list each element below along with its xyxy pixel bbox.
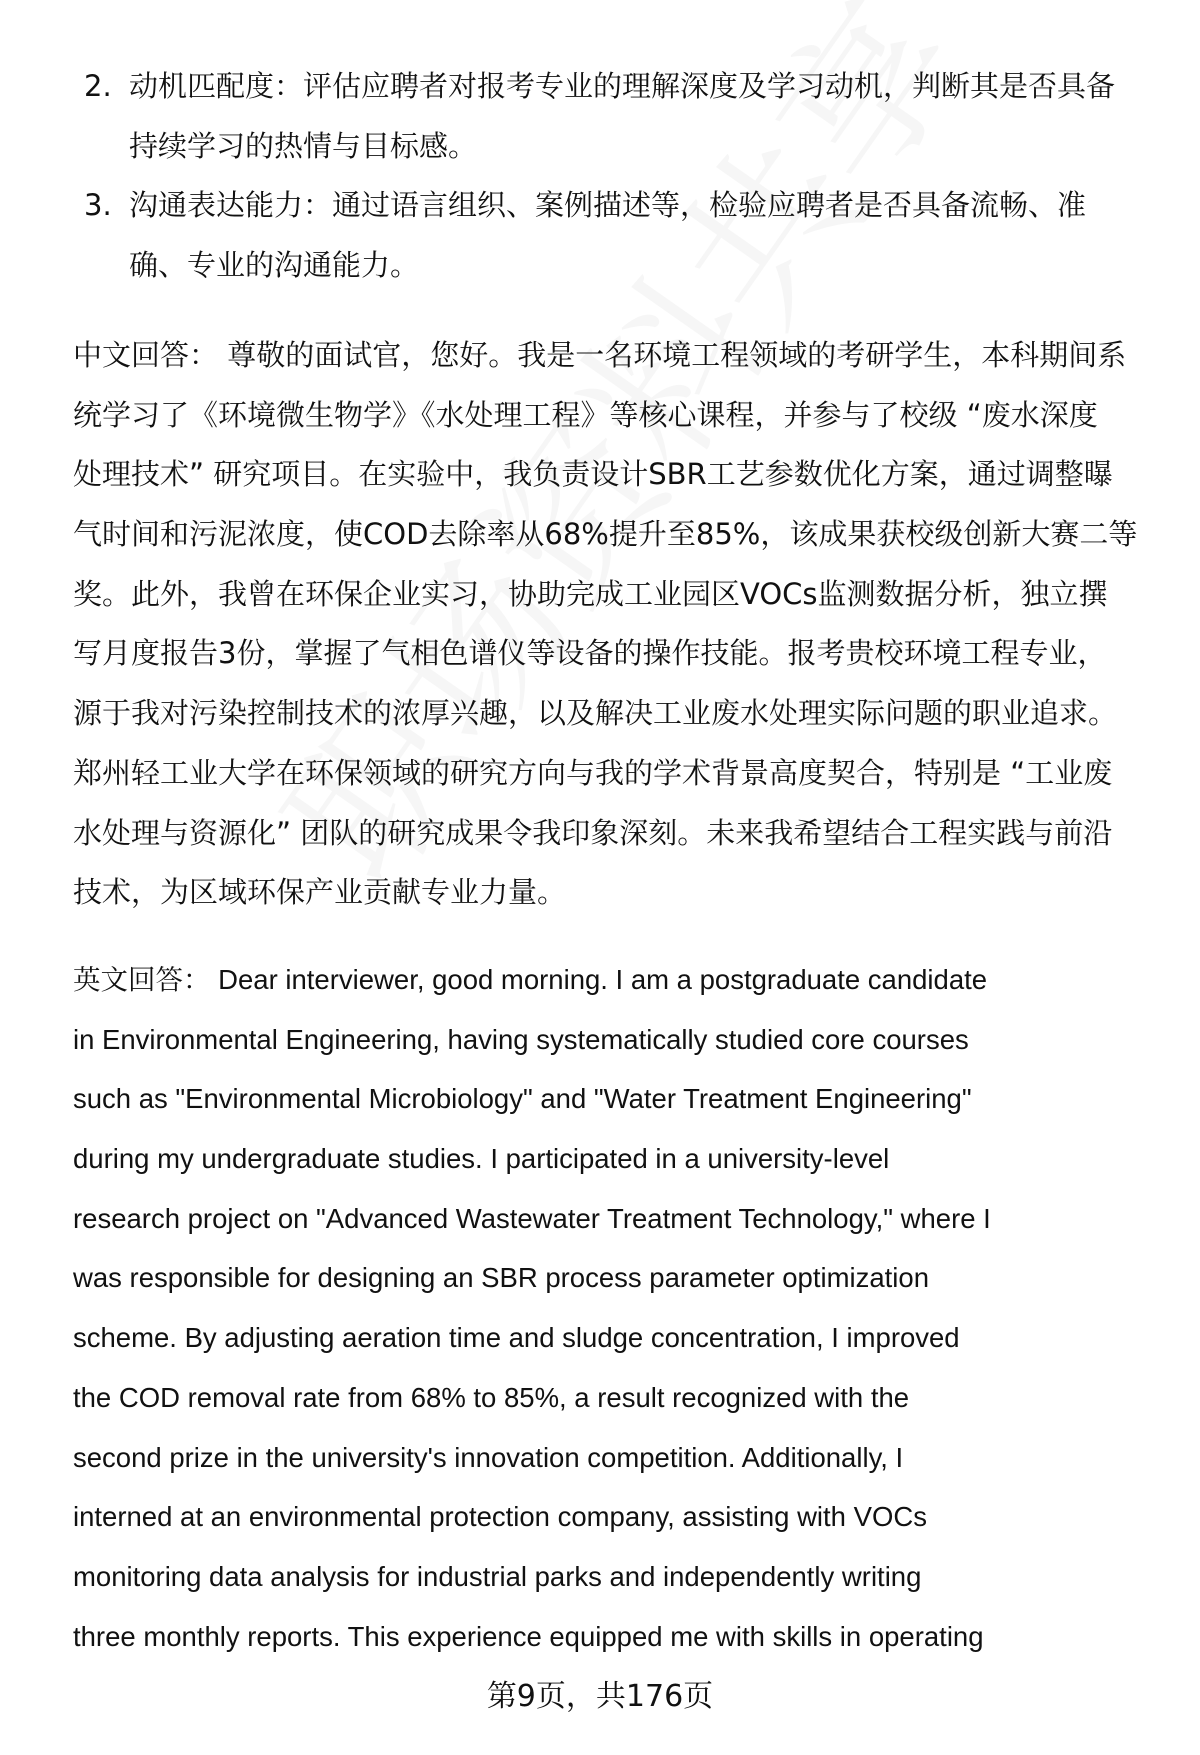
paragraph-line: 写月度报告3份，掌握了气相色谱仪等设备的操作技能。报考贵校环境工程专业， [73,636,1107,671]
paragraph-line: 奖。此外，我曾在环保企业实习，协助完成工业园区VOCs监测数据分析，独立撰 [73,576,1108,611]
paragraph-line: 统学习了《环境微生物学》《水处理工程》等核心课程，并参与了校级 “废水深度 [73,397,1098,432]
paragraph-line: 处理技术” 研究项目。在实验中，我负责设计SBR工艺参数优化方案，通过调整曝 [73,457,1113,492]
list-text-line: 持续学习的热情与目标感。 [129,128,478,163]
paragraph-line: the COD removal rate from 68% to 85%, a result recognized with the [73,1381,910,1413]
paragraph-line: 郑州轻工业大学在环保领域的研究方向与我的学术背景高度契合，特别是 “工业废 [73,755,1113,790]
paragraph-line: three monthly reports. This experience equipped me with skills in operating [73,1620,984,1652]
paragraph-line: 中文回答： 尊敬的面试官，您好。我是一名环境工程领域的考研学生，本科期间系 [73,338,1127,372]
paragraph-line: 水处理与资源化” 团队的研究成果令我印象深刻。未来我希望结合工程实践与前沿 [73,815,1113,850]
paragraph-line: 源于我对污染控制技术的浓厚兴趣，以及解决工业废水处理实际问题的职业追求。 [73,696,1118,731]
paragraph-line: in Environmental Engineering, having systematically studied core courses [73,1023,969,1055]
list-number: 3. [84,188,112,222]
list-text-line: 确、专业的沟通能力。 [129,247,420,282]
paragraph-line: scheme. By adjusting aeration time and sludge concentration, I improved [73,1322,960,1354]
paragraph-line: second prize in the university's innovation competition. Additionally, I [73,1441,904,1473]
paragraph-line: interned at an environmental protection company, assisting with VOCs [73,1501,927,1533]
paragraph-line: was responsible for designing an SBR process parameter optimization [73,1262,929,1294]
list-number: 2. [84,69,112,103]
paragraph-line: during my undergraduate studies. I participated in a university-level [73,1143,890,1175]
paragraph-line: such as "Environmental Microbiology" and "Water Treatment Engineering" [73,1083,972,1115]
chinese-answer-paragraph [73,326,1137,923]
paragraph-line: 气时间和污泥浓度，使COD去除率从68%提升至85%，该成果获校级创新大赛二等 [73,517,1138,552]
list-text-line: 沟通表达能力：通过语言组织、案例描述等，检验应聘者是否具备流畅、准 [129,188,1087,222]
english-answer-paragraph [73,950,991,1666]
page-number: 第9页，共176页 [486,1679,714,1714]
paragraph-line: research project on "Advanced Wastewater Treatment Technology," where I [73,1202,991,1234]
list-text-line: 动机匹配度：评估应聘者对报考专业的理解深度及学习动机，判断其是否具备 [129,69,1116,103]
paragraph-line: monitoring data analysis for industrial parks and independently writing [73,1560,922,1592]
paragraph-line: 技术，为区域环保产业贡献专业力量。 [73,875,567,910]
paragraph-line: 英文回答： Dear interviewer, good morning. I am a postgraduate candidate [73,964,988,995]
